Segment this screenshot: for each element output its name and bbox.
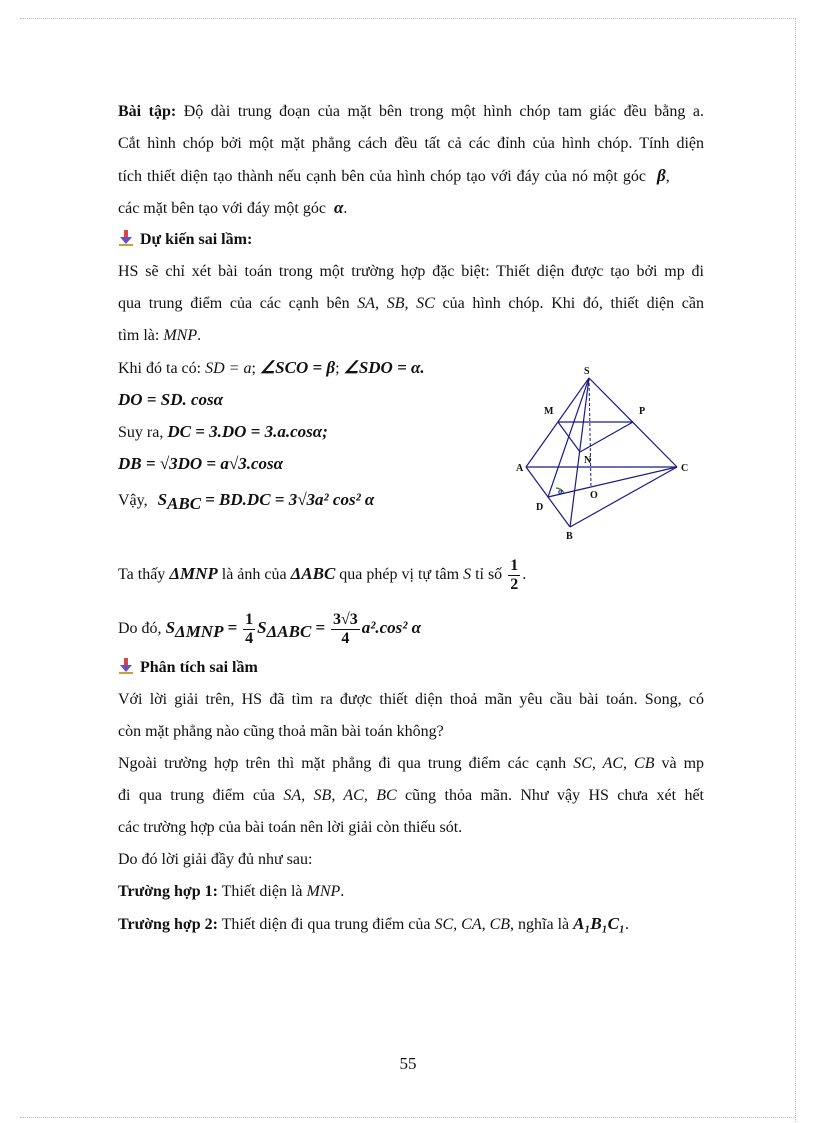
s2-text-4a: đi qua trung điểm của [118,787,276,804]
label-o: O [590,490,598,501]
s2-text-3c: và mp [661,755,705,772]
suy-ra-text: Suy ra, [118,424,164,441]
eq-dc: DC = 3.DO = 3.a.cosα; [167,422,328,441]
label-a: A [516,463,524,474]
pyramid-figure [512,362,702,544]
eq-s-sub: ABC [167,494,202,514]
case1-name: MNP [306,883,341,900]
s1-text-3c: . [197,327,202,344]
beta-symbol: β [656,166,666,185]
edge-bc [570,467,677,527]
s2-text-4c: cũng thỏa mãn. Như vậy HS chưa xét hết [405,787,704,804]
heading-du-kien: Dự kiến sai lầm: [140,231,253,248]
area-tail: a².cos² α [361,618,422,637]
khi-do-text: Khi đó ta có: [118,360,202,377]
case2-text: Thiết diện đi qua trung điểm của [221,916,431,933]
label-d: D [536,502,544,513]
area-sub1: ΔMNP [175,622,224,642]
case2-mid: , nghĩa là [510,916,570,933]
s1-line-ta-thay: Ta thấy ΔMNP là ảnh của ΔABC qua phép vị tự tâm S tỉ số $\frac{1}{2}$ . [118,556,527,593]
exercise-text-2: Cắt hình chóp bởi một mặt phẳng cách đều tất cả các đỉnh của hình chóp. Tính diện [118,135,704,152]
s2-line-6 [118,844,704,876]
section-heading-du-kien [118,224,704,256]
s2-line-1 [118,684,704,716]
ta-thay-a: Ta thấy [118,566,166,583]
label-b: B [566,531,573,542]
tri-mnp: ΔMNP [169,564,218,583]
eq-do: DO = SD. cosα [118,390,224,409]
ta-thay-s: S [463,566,472,583]
do-do-text: Do đó, [118,620,162,637]
vay-text: Vậy, [118,492,148,509]
s2-text-3a: Ngoài trường hợp trên thì mặt phẳng đi qua trung điểm các cạnh [118,755,567,772]
s2-text-5: các trường hợp của bài toán nên lời giải còn thiếu sót. [118,819,463,836]
arrow-down-bullet-icon [118,658,134,674]
edge-np [580,422,633,452]
ratio-fraction [508,557,520,594]
heading-phan-tich: Phân tích sai lầm [140,659,258,676]
exercise-label: Bài tập: [118,103,177,120]
exercise-line-1 [118,96,704,128]
s1-text-3a: tìm là: [118,327,160,344]
alpha-symbol: α [333,198,344,217]
case1-end: . [340,883,345,900]
eq-sd: SD = a [205,360,252,377]
ta-thay-b: là ảnh của [221,566,287,583]
s1-line-khi-do: Khi đó ta có: SD = a; ∠SCO = β; ∠SDO = α. [118,358,425,377]
frac2-den: 4 [341,629,350,647]
case1-text: Thiết diện là [221,883,303,900]
s2-text-6: Do đó lời giải đầy đủ như sau: [118,851,313,868]
s1-text-2b: SA, SB, SC [357,295,435,312]
s2-text-1: Với lời giải trên, HS đã tìm ra được thiết diện thoả mãn yêu cầu bài toán. Song, có [118,691,704,708]
exercise-text-4: các mặt bên tạo với đáy một góc [118,200,326,217]
frac-one-quarter [243,611,255,648]
s1-line-2 [118,288,704,320]
bottom-rule [20,1117,796,1118]
segment-sd [548,378,589,497]
segment-dc [548,467,677,497]
exercise-text-1: Độ dài trung đoạn của mặt bên trong một hình chóp tam giác đều bằng a. [183,103,705,120]
eq-s-right: = BD.DC = 3√3a² cos² α [205,490,375,509]
ratio-num: 1 [510,556,519,574]
exercise-line-3 [118,160,704,192]
s2-line-4 [118,780,704,812]
frac-3sqrt3-4 [331,611,360,648]
height-so [589,378,591,487]
section-heading-phan-tich [118,652,704,684]
eq-db: DB = √3DO = a√3.cosα [118,454,284,473]
exercise-line-4 [118,192,704,224]
label-alpha: α [558,487,563,496]
ratio-den: 2 [510,575,519,593]
exercise-text-3: tích thiết diện tạo thành nếu cạnh bên của hình chóp tạo với đáy của nó một góc [118,168,646,185]
s1-text-3b: MNP [163,327,198,344]
area-eq: = [227,618,238,637]
exercise-line-2 [118,128,704,160]
frac1-num: 1 [245,610,254,628]
ta-thay-c: qua phép vị tự tâm [339,566,460,583]
case2-label: Trường hợp 2: [118,916,218,933]
s2-text-3b: SC, AC, CB [573,755,655,772]
case1-label: Trường hợp 1: [118,883,218,900]
label-p: P [639,406,646,417]
exercise-line3-end: , [665,168,670,185]
eq-sdo: ∠SDO = α. [343,358,425,377]
page-number: 55 [399,1054,417,1073]
frac2-num: 3√3 [333,610,358,628]
label-n: N [584,455,592,466]
label-c: C [681,463,689,474]
s1-line-do-do [118,604,704,652]
area-eq2: = [315,618,325,637]
s1-line-3 [118,320,704,352]
case-1 [118,876,704,908]
s1-text-2c: của hình chóp. Khi đó, thiết diện cần [442,295,704,312]
s1-text-2a: qua trung điểm của các cạnh bên [118,295,350,312]
eq-s-letter: S [157,490,168,509]
exercise-line4-end: . [343,200,348,217]
s2-line-2 [118,716,704,748]
label-s: S [584,366,590,377]
s2-text-2: còn mặt phẳng nào cũng thoả mãn bài toán không? [118,723,444,740]
s2-line-3 [118,748,704,780]
tri-abc: ΔABC [290,564,336,583]
eq-sco: ∠SCO = β [259,358,336,377]
s1-line-1 [118,256,704,288]
s2-text-4b: SA, SB, AC, BC [283,787,397,804]
case2-end: . [624,916,629,933]
arrow-down-bullet-icon [118,230,134,246]
area-sub2: ΔABC [266,622,312,642]
s2-line-5 [118,812,704,844]
case2-name: A₁B₁C₁ [573,914,625,933]
case2-edges: SC, CA, CB [434,916,511,933]
area-s2: S [257,618,267,637]
s1-text-1: HS sẽ chỉ xét bài toán trong một trường hợp đặc biệt: Thiết diện được tạo bởi mp đi [118,263,704,280]
ta-thay-d: tỉ số [475,566,503,583]
label-m: M [544,406,554,417]
segment-do [548,487,591,497]
case-2 [118,908,704,940]
frac1-den: 4 [245,629,254,647]
area-s: S [165,618,176,637]
